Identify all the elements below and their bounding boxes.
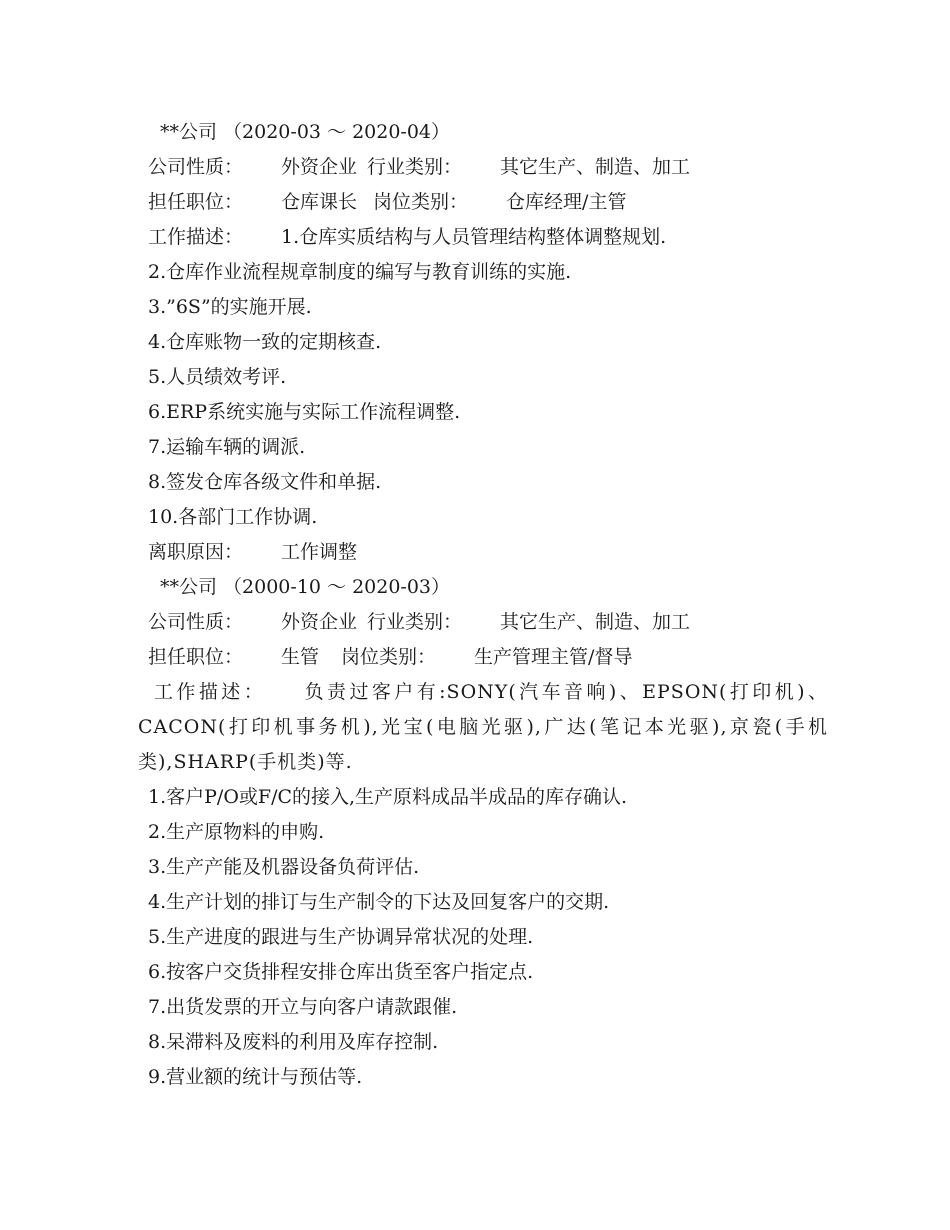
job2-industry-label: 行业类别： <box>367 611 463 633</box>
job2-header: **公司 （2000-10 ～ 2020-03） <box>160 576 451 598</box>
job2-duty-item: 9.营业额的统计与预估等. <box>148 1066 363 1088</box>
job2-duty-item: 4.生产计划的排订与生产制令的下达及回复客户的交期. <box>148 891 610 913</box>
job1-position-row <box>148 186 626 218</box>
job1-desc-first: 1.仓库实质结构与人员管理结构整体调整规划. <box>281 226 667 248</box>
job1-duty-item: 4.仓库账物一致的定期核查. <box>148 331 382 353</box>
job1-position-value: 仓库课长 <box>281 191 358 213</box>
job1-duty-item: 10.各部门工作协调. <box>148 506 318 528</box>
job1-post-value: 仓库经理/主管 <box>506 191 627 213</box>
job1-duty-item: 5.人员绩效考评. <box>148 366 287 388</box>
job1-leave-value: 工作调整 <box>281 541 358 563</box>
job2-duty-item: 5.生产进度的跟进与生产协调异常状况的处理. <box>148 926 534 948</box>
job2-position-value: 生管 <box>281 646 320 668</box>
job2-post-value: 生产管理主管/督导 <box>474 646 633 668</box>
job2-duty-item: 6.按客户交货排程安排仓库出货至客户指定点. <box>148 961 534 983</box>
job1-nature-row <box>148 151 690 183</box>
job1-desc-label: 工作描述： <box>148 226 244 248</box>
job1-duty-item: 2.仓库作业流程规章制度的编写与教育训练的实施. <box>148 261 572 283</box>
job1-post-label: 岗位类别： <box>373 191 469 213</box>
job1-industry-value: 其它生产、制造、加工 <box>500 156 691 178</box>
job1-duty-item: 7.运输车辆的调派. <box>148 436 306 458</box>
job1-desc-row <box>148 221 666 253</box>
job1-duty-item: 6.ERP系统实施与实际工作流程调整. <box>148 401 461 423</box>
job2-nature-value: 外资企业 <box>281 611 358 633</box>
job2-duty-item: 7.出货发票的开立与向客户请款跟催. <box>148 996 458 1018</box>
job2-nature-row <box>148 606 690 638</box>
job1-nature-label: 公司性质： <box>148 156 244 178</box>
job2-post-label: 岗位类别： <box>341 646 437 668</box>
job1-leave-label: 离职原因： <box>148 541 244 563</box>
job2-duty-item: 3.生产产能及机器设备负荷评估. <box>148 856 420 878</box>
job1-industry-label: 行业类别： <box>367 156 463 178</box>
job1-nature-value: 外资企业 <box>281 156 358 178</box>
job2-industry-value: 其它生产、制造、加工 <box>500 611 691 633</box>
job2-duty-item: 8.呆滞料及废料的利用及库存控制. <box>148 1031 439 1053</box>
job1-header: **公司 （2020-03 ～ 2020-04） <box>160 121 451 143</box>
job2-desc-paragraph <box>138 675 828 780</box>
job1-duty-item: 3.”6S”的实施开展. <box>148 296 312 318</box>
job2-nature-label: 公司性质： <box>148 611 244 633</box>
job2-desc-text: 负责过客户有:SONY(汽车音响)、EPSON(打印机)、CACON(打印机事务机),光宝(电脑光驱),广达(笔记本光驱),京瓷(手机类),SHARP(手机类)等. <box>138 681 828 773</box>
job2-duty-item: 1.客户P/O或F/C的接入,生产原料成品半成品的库存确认. <box>148 786 628 808</box>
job1-leave-row <box>148 536 357 568</box>
job2-position-row <box>148 641 632 673</box>
job2-position-label: 担任职位： <box>148 646 244 668</box>
job2-duty-item: 2.生产原物料的申购. <box>148 821 325 843</box>
job1-duty-item: 8.签发仓库各级文件和单据. <box>148 471 382 493</box>
job1-position-label: 担任职位： <box>148 191 244 213</box>
job2-desc-label: 工作描述： <box>154 681 267 703</box>
